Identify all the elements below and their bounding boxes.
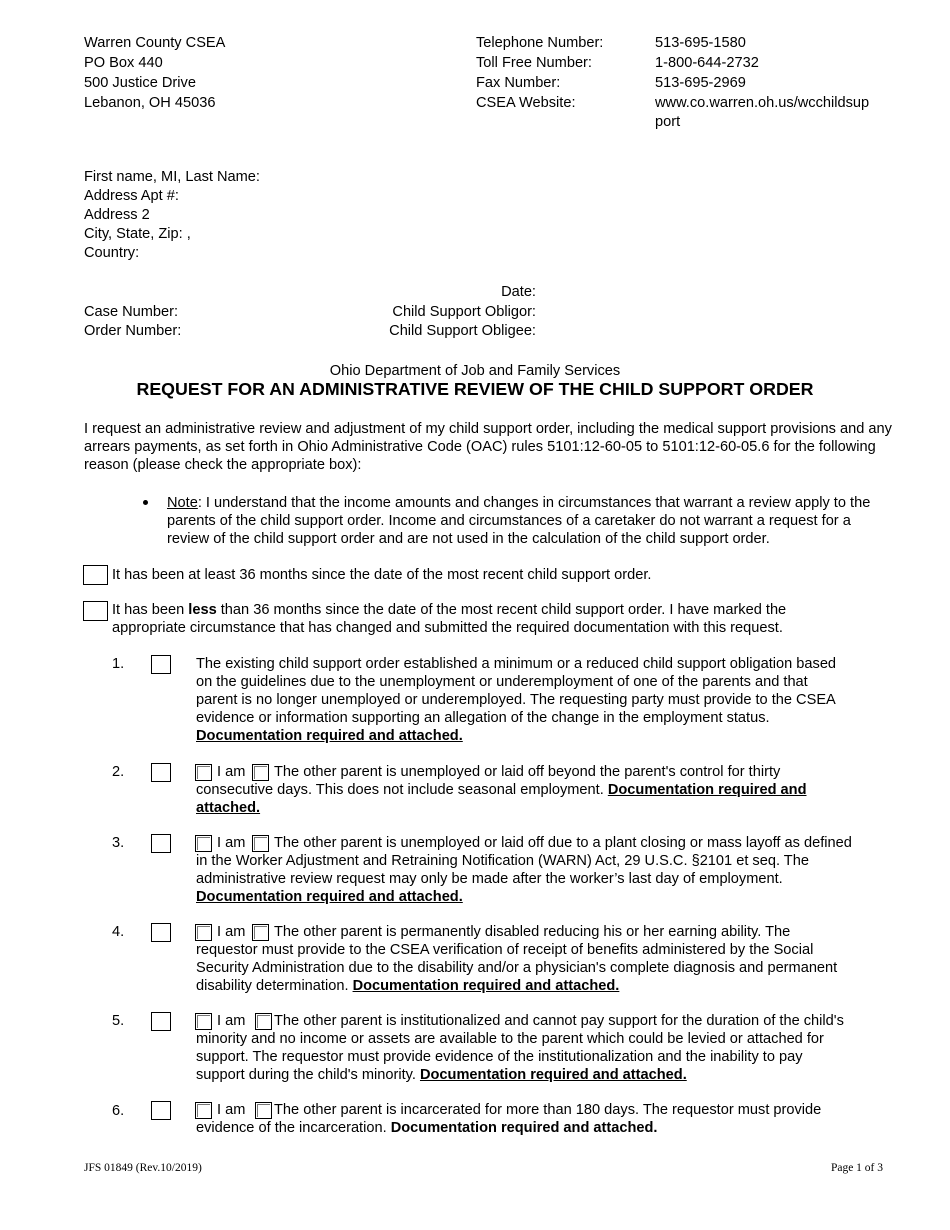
- case-number-label: Case Number:: [84, 304, 179, 320]
- phone-label: Telephone Number:: [476, 35, 604, 51]
- agency-address: [84, 34, 225, 114]
- item-5-doc-required: Documentation required and attached.: [419, 1067, 687, 1083]
- item-3-line1: The other parent is unemployed or laid off due to a plant closing or mass layoff as defined: [274, 835, 852, 851]
- note-label: Note: [167, 495, 198, 511]
- item-2-line2: consecutive days. This does not include seasonal employment.: [196, 782, 608, 798]
- date-label: Date:: [501, 284, 536, 300]
- item-1-doc-required: Documentation required and attached.: [196, 728, 463, 744]
- recipient-country-label: Country:: [84, 245, 140, 261]
- item-4-doc-required: Documentation required and attached.: [352, 978, 620, 994]
- recipient-block: [84, 168, 260, 263]
- department-name: Ohio Department of Job and Family Services: [329, 363, 621, 379]
- page-title: REQUEST FOR AN ADMINISTRATIVE REVIEW OF THE CHILD SUPPORT ORDER: [136, 379, 814, 399]
- recipient-address-label: Address Apt #:: [84, 188, 179, 204]
- item-6-line1: The other parent is incarcerated for more than 180 days. The requestor must provide: [274, 1102, 822, 1118]
- note-text: : I understand that the income amounts and changes in circumstances that warrant a review apply to the parents of the child support order. Income and circumstances of a caretaker do not warrant a request for a review of the child support order and are not used in the calculation of the child support order.: [167, 495, 871, 547]
- order-number-label: Order Number:: [84, 323, 182, 339]
- agency-po-box: PO Box 440: [84, 55, 163, 71]
- fax-value: 513-695-2969: [655, 75, 746, 91]
- item-1-line4: evidence or information supporting an allegation of the change in the employment status.: [196, 710, 770, 726]
- option-less-bold: less: [188, 602, 217, 618]
- tollfree-value: 1-800-644-2732: [655, 55, 759, 71]
- item-6-line2: evidence of the incarceration.: [196, 1120, 391, 1136]
- item-3-number: 3.: [112, 835, 125, 851]
- item-2-line1: The other parent is unemployed or laid off beyond the parent's control for thirty: [274, 764, 781, 780]
- item-4-line4: disability determination.: [196, 978, 353, 994]
- item-4-line2: requestor must provide to the CSEA verification of receipt of benefits administered by the Social: [196, 942, 814, 958]
- phone-value: 513-695-1580: [655, 35, 746, 51]
- recipient-name-label: First name, MI, Last Name:: [84, 169, 260, 185]
- option-36-months-checkbox[interactable]: [83, 565, 108, 585]
- contact-labels: [476, 34, 603, 114]
- item-3-i-am-label: I am: [217, 835, 246, 851]
- recipient-address2-label: Address 2: [84, 207, 150, 223]
- note-paragraph: [167, 494, 897, 548]
- option-less-line2: appropriate circumstance that has changed and submitted the required documentation with this request.: [112, 620, 783, 636]
- option-less-than-36-checkbox[interactable]: [83, 601, 108, 621]
- agency-city: Lebanon, OH 45036: [84, 95, 216, 111]
- item-2-i-am-label: I am: [217, 764, 246, 780]
- item-5-number: 5.: [112, 1013, 125, 1029]
- item-6-text: [196, 1101, 821, 1137]
- item-1-line3: parent is no longer unemployed or underemployed. The requesting party must provide to the CSEA: [196, 692, 836, 708]
- tollfree-label: Toll Free Number:: [476, 55, 592, 71]
- item-2-doc-required-part2: attached.: [196, 800, 261, 816]
- option-less-line1-rest: than 36 months since the date of the most recent child support order. I have marked the: [216, 602, 787, 618]
- item-1-text: [196, 655, 836, 745]
- item-4-i-am-label: I am: [217, 924, 246, 940]
- item-4-number: 4.: [112, 924, 125, 940]
- item-6-number: 6.: [112, 1103, 125, 1119]
- item-5-text: [196, 1012, 844, 1084]
- item-5-line4: support during the child's minority.: [196, 1067, 420, 1083]
- website-label: CSEA Website:: [476, 95, 576, 111]
- item-3-doc-required: Documentation required and attached.: [196, 889, 463, 905]
- obligor-label: Child Support Obligor:: [392, 304, 536, 320]
- item-2-checkbox[interactable]: [151, 763, 171, 782]
- item-3-line2: in the Worker Adjustment and Retraining Notification (WARN) Act, 29 U.S.C. §2101 et seq. The: [196, 853, 809, 869]
- item-5-i-am-label: I am: [217, 1013, 246, 1029]
- item-4-text: [196, 923, 837, 995]
- website-value-line2: port: [655, 114, 681, 130]
- item-4-line1: The other parent is permanently disabled reducing his or her earning ability. The: [274, 924, 791, 940]
- item-2-doc-required-part1: Documentation required and: [607, 782, 807, 798]
- item-5-line2: minority and no income or assets are available to the parent which could be levied or attached for: [196, 1031, 824, 1047]
- intro-paragraph: I request an administrative review and adjustment of my child support order, including the medical support provisions and any arrears payments, as set forth in Ohio Administrative Code (OAC) rules 5101:12-60-05 to 5101:12-60-05.6 for the following reason (please check the appropriate box):: [84, 421, 892, 473]
- item-5-line1: The other parent is institutionalized and cannot pay support for the duration of the child's: [274, 1013, 844, 1029]
- fax-label: Fax Number:: [476, 75, 561, 91]
- option-less-than-36-text: [112, 601, 902, 637]
- item-5-line3: support. The requestor must provide evidence of the institutionalization and the inability to pay: [196, 1049, 803, 1065]
- item-1-line2: on the guidelines due to the unemployment or underemployment of one of the parents and that: [196, 674, 808, 690]
- item-3-line3: administrative review request may only be made after the worker’s last day of employment.: [196, 871, 783, 887]
- item-5-checkbox[interactable]: [151, 1012, 171, 1031]
- item-3-text: [196, 834, 852, 906]
- form-id: JFS 01849 (Rev.10/2019): [84, 1162, 202, 1174]
- website-value-line1: www.co.warren.oh.us/wcchildsup: [655, 95, 870, 111]
- item-1-number: 1.: [112, 656, 125, 672]
- agency-name: Warren County CSEA: [84, 35, 226, 51]
- item-6-i-am-label: I am: [217, 1102, 246, 1118]
- agency-street: 500 Justice Drive: [84, 75, 196, 91]
- recipient-city-label: City, State, Zip: ,: [84, 226, 191, 242]
- item-4-checkbox[interactable]: [151, 923, 171, 942]
- item-1-line1: The existing child support order established a minimum or a reduced child support obligation based: [196, 656, 837, 672]
- page-number: Page 1 of 3: [830, 1162, 883, 1174]
- obligee-label: Child Support Obligee:: [389, 323, 536, 339]
- item-2-number: 2.: [112, 764, 125, 780]
- item-2-text: [196, 763, 807, 817]
- item-1-checkbox[interactable]: [151, 655, 171, 674]
- item-4-line3: Security Administration due to the disability and/or a physician's complete diagnosis and permanent: [196, 960, 838, 976]
- option-36-months-text: It has been at least 36 months since the date of the most recent child support order.: [112, 567, 652, 583]
- option-less-prefix: It has been: [112, 602, 189, 618]
- item-6-doc-required: Documentation required and attached.: [390, 1120, 658, 1136]
- note-bullet: [143, 500, 148, 505]
- item-3-checkbox[interactable]: [151, 834, 171, 853]
- item-6-checkbox[interactable]: [151, 1101, 171, 1120]
- contact-values: [655, 34, 869, 132]
